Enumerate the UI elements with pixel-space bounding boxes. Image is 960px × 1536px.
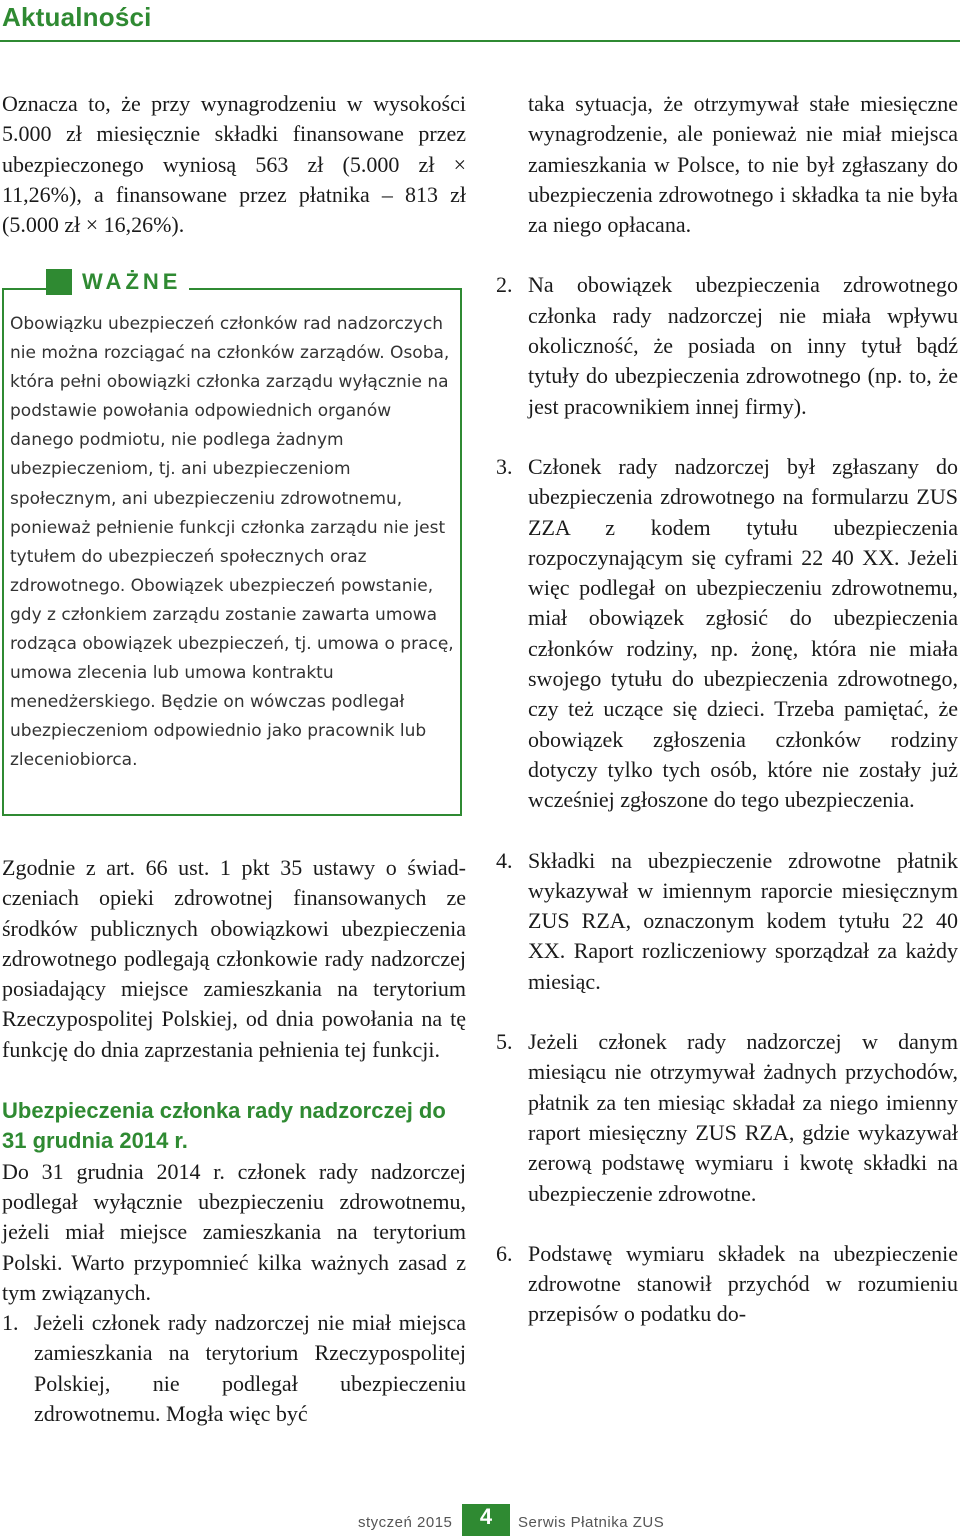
list-number: 3.	[496, 453, 513, 479]
list-item	[2, 1308, 466, 1429]
right-list	[496, 270, 958, 1329]
left-column	[2, 89, 466, 240]
left-lower	[2, 853, 466, 1429]
left-list	[2, 1308, 466, 1429]
important-label	[46, 270, 189, 294]
page-header	[0, 0, 960, 45]
page-footer	[0, 1504, 960, 1536]
list-number: 6.	[496, 1240, 513, 1266]
section-intro: Do 31 grudnia 2014 r. członek rady nadzorczej podlegał wyłącznie ubezpieczeniu zdrowotnemu, jeżeli miał miejsce zamieszkania na terytorium Polski. Warto przypomnieć kilka ważnych zasad z tym związanych.	[2, 1158, 466, 1305]
intro-paragraph: Oznacza to, że przy wynagrodzeniu w wysokości 5.000 zł miesięcznie składki finansowane przez ubezpieczonego wyniosą 563 zł (5.000 zł × 11,26%), a finansowane przez płatnika – 813 zł (5.000 zł × 16,26%).	[2, 91, 466, 238]
publication-name: Serwis Płatnika ZUS	[518, 1514, 665, 1531]
important-text: Obowiązku ubezpieczeń członków rad nadzorczych nie można rozciągać na członków zarządów. Osoba, która pełni obowiązki członka zarządu wyłącznie na podstawie powołania odpowiednich organów danego podmiotu, nie podlega żadnym ubezpieczeniom, tj. ani ubezpieczeniom społecznym, ani ubezpieczeniu zdrowotnemu, ponieważ pełnienie funkcji członka zarządu nie jest tytułem do ubezpieczeń społecznych oraz zdrowotnego. Obowiązek ubezpieczeń powstanie, gdy z członkiem zarządu zostanie zawarta umowa rodząca obowiązek ubezpieczeń, tj. umowa o pracę, umowa zlecenia lub umowa kontraktu menedżerskiego. Będzie on wówczas podlegał ubezpieczeniom odpowiednio jako pracownik lub zleceniobiorca.	[10, 314, 454, 771]
page-number: 4	[462, 1504, 510, 1536]
list-text: Podstawę wymiaru składek na ubezpieczenie zdrowotne stanowił przychód w rozumieniu przepisów o podatku do-	[528, 1240, 958, 1327]
list-text: Składki na ubezpieczenie zdrowotne płatnik wykazywał w imiennym raporcie miesięcznym ZUS RZA, oznaczonym kodem tytułu 22 40 XX. Raport rozliczeniowy sporządzał za każdy miesiąc.	[528, 847, 958, 994]
list-number: 1.	[2, 1310, 19, 1336]
list-number: 4.	[496, 847, 513, 873]
list-text: Jeżeli członek rady nadzorczej w danym miesiącu nie otrzymywał żadnych przychodów, płatnik za ten miesiąc składał za niego imienny raport miesięczny ZUS RZA, gdzie wykazywał zerową podstawę wymiaru i kwotę składki na ubezpieczenie zdrowotne.	[528, 1029, 958, 1206]
green-square-icon	[46, 269, 72, 295]
list-item	[496, 270, 958, 421]
section-heading: Ubezpieczenia członka rady nadzorczej do 31 grudnia 2014 r.	[2, 1098, 446, 1154]
continuation-paragraph: taka sytuacja, że otrzymywał stałe miesięczne wynagrodzenie, ale ponieważ nie miał miejsca zamieszkania w Polsce, to nie był zgłaszany do ubezpieczenia zdrowotnego i składka ta nie była za niego opłacana.	[528, 91, 958, 238]
section-title: Aktualności	[2, 2, 152, 32]
important-label-text: WAŻNE	[82, 269, 182, 294]
list-number: 2.	[496, 272, 513, 298]
issue-date: styczeń 2015	[358, 1514, 453, 1531]
list-number: 5.	[496, 1029, 513, 1055]
right-column	[496, 89, 958, 1330]
list-item	[496, 846, 958, 997]
list-item	[496, 1027, 958, 1209]
article-paragraph: Zgodnie z art. 66 ust. 1 pkt 35 ustawy o świadczeniach opieki zdrowotnej finansowanych ze środków publicznych obowiązkowi ubezpieczenia zdrowotnego podlegają członkowie rady nadzorczej posiadający miejsce zamieszkania na terytorium Rzeczypospolitej Polskiej, od dnia powołania na tę funkcję do dnia zaprzestania pełnienia tej funkcji.	[2, 855, 466, 1062]
list-text: Jeżeli członek rady nadzorczej nie miał miejsca zamieszkania na terytorium Rzeczypospolitej Polskiej, nie podlegał ubezpieczeniu zdrowotnemu. Mogła więc być	[34, 1310, 466, 1427]
list-item	[496, 1239, 958, 1330]
list-text: Na obowiązek ubezpieczenia zdrowotnego członka rady nadzorczej nie miała wpływu okoliczność, że posiada on inny tytuł bądź tytuły do ubezpieczenia zdrowotnego (np. to, że jest pracownikiem innej firmy).	[528, 272, 958, 419]
list-text: Członek rady nadzorczej był zgłaszany do ubezpieczenia zdrowotnego na formularzu ZUS ZZA z kodem tytułu ubezpieczenia rozpoczynającym się cyframi 22 40 XX. Jeżeli więc podlegał on ubezpieczeniu zdrowotnemu, miał obowiązek zgłosić do ubezpieczenia członków rodziny, np. żonę, która nie miała swojego tytułu do ubezpieczenia zdrowotnego, czy też uczące się dzieci. Trzeba pamiętać, że obowiązek zgłoszenia członków rodziny dotyczy tylko tych osób, które nie zostały już wcześniej zgłoszone do tego ubezpieczenia.	[528, 453, 958, 813]
list-item	[496, 452, 958, 816]
header-divider	[0, 40, 960, 42]
